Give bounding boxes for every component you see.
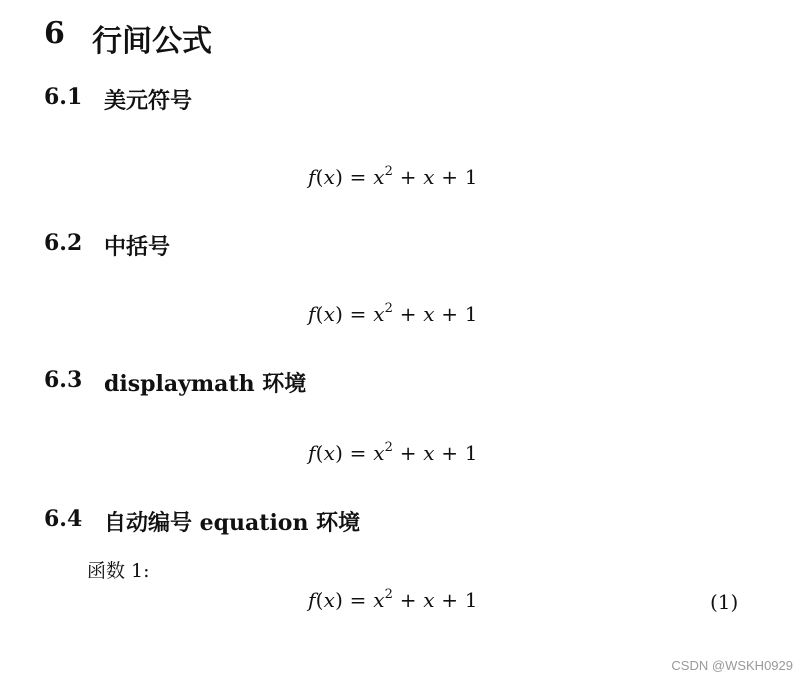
watermark: CSDN @WSKH0929 (671, 658, 793, 673)
formula-display-2: $f(x) = x^2 + x + 1$ (308, 301, 478, 326)
subsection-number: 6.4 (44, 506, 83, 532)
formula-display-1: $f(x) = x^2 + x + 1$ (308, 164, 478, 189)
subsection-title: displaymath 环境 (104, 371, 307, 397)
equation-number: (1) (710, 590, 739, 614)
section-number: 6 (44, 16, 65, 51)
subsection-title: 美元符号 (104, 89, 193, 114)
section-title: 行间公式 (92, 24, 212, 59)
function-label: 函数 1: (87, 560, 150, 582)
formula-display-3: $f(x) = x^2 + x + 1$ (308, 440, 478, 465)
subsection-title: 自动编号 equation 环境 (104, 510, 361, 536)
subsection-title: 中括号 (104, 235, 171, 260)
subsection-number: 6.1 (44, 84, 83, 110)
subsection-number: 6.3 (44, 367, 83, 393)
formula-display-4: $f(x) = x^2 + x + 1$ (308, 587, 478, 612)
subsection-number: 6.2 (44, 230, 83, 256)
